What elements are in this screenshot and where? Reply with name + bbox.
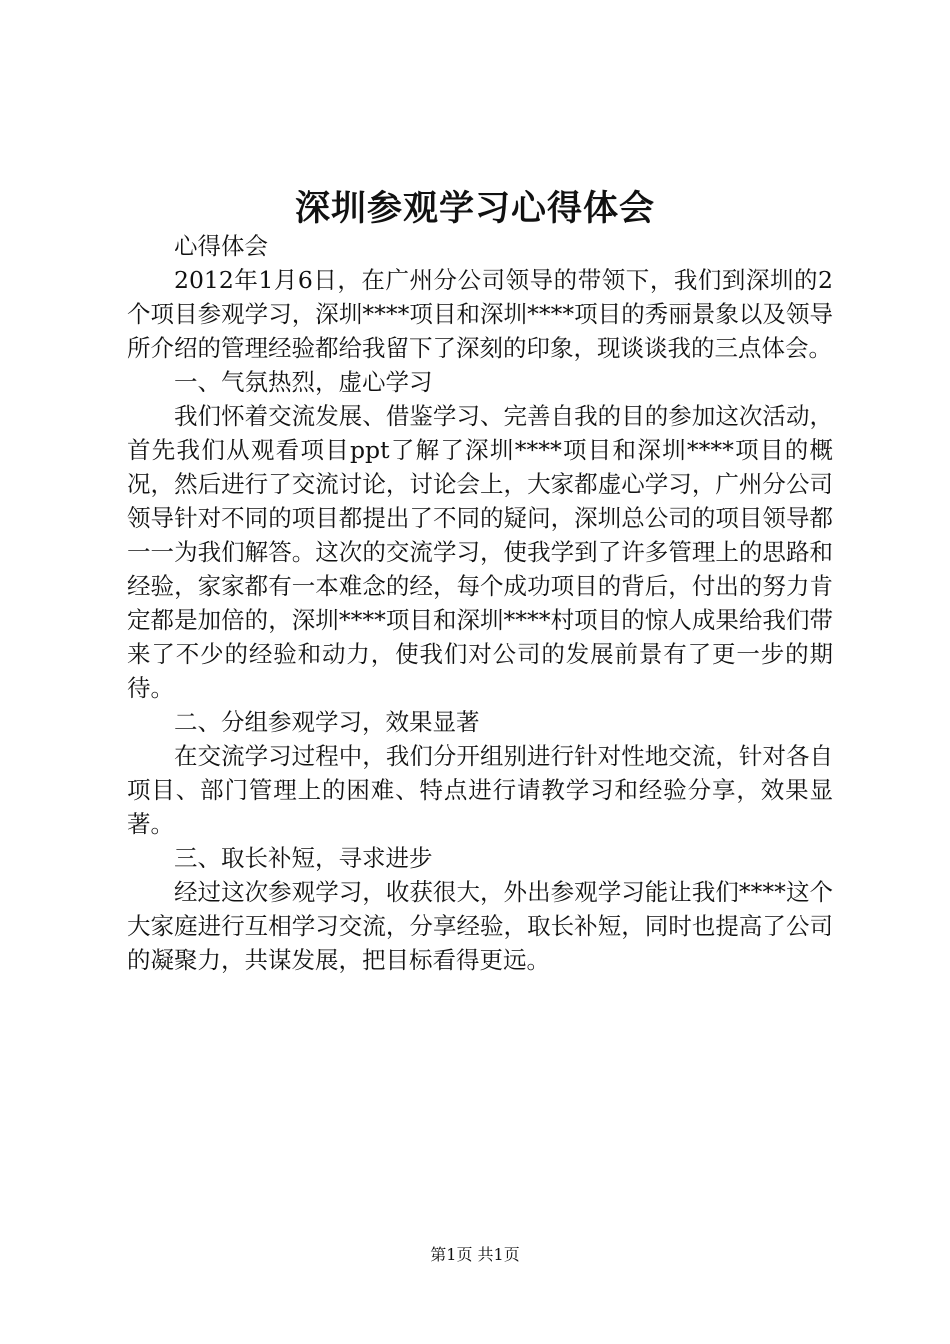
section-heading-1: 一、气氛热烈，虚心学习 xyxy=(174,368,433,396)
section-paragraph-1: 我们怀着交流发展、借鉴学习、完善自我的目的参加这次活动，首先我们从观看项目ppt了解了深圳****项目和深圳****项目的概况，然后进行了交流讨论，讨论会上，大家都虚心学习，广州分公司领导针对不同的项目都提出了不同的疑问，深圳总公司的项目领导都一一为我们解答。这次的交流学习，使我学到了许多管理上的思路和经验，家家都有一本难念的经，每个成功项目的背后，付出的努力肯定都是加倍的，深圳****项目和深圳****村项目的惊人成果给我们带来了不少的经验和动力，使我们对公司的发展前景有了更一步的期待。 xyxy=(127,402,833,702)
section-paragraph-3: 经过这次参观学习，收获很大，外出参观学习能让我们****这个大家庭进行互相学习交流，分享经验，取长补短，同时也提高了公司的凝聚力，共谋发展，把目标看得更远。 xyxy=(127,878,833,974)
section-label: 心得体会 xyxy=(174,232,268,260)
section-heading-3: 三、取长补短，寻求进步 xyxy=(174,844,433,872)
document-body xyxy=(127,229,833,977)
page-footer: 第1页 共1页 xyxy=(430,1245,520,1264)
section-paragraph-2: 在交流学习过程中，我们分开组别进行针对性地交流，针对各自项目、部门管理上的困难、特点进行请教学习和经验分享，效果显著。 xyxy=(127,742,833,838)
document-title: 深圳参观学习心得体会 xyxy=(294,188,655,229)
intro-paragraph: 2012年1月6日，在广州分公司领导的带领下，我们到深圳的2个项目参观学习，深圳****项目和深圳****项目的秀丽景象以及领导所介绍的管理经验都给我留下了深刻的印象，现谈谈我的三点体会。 xyxy=(127,266,833,362)
section-heading-2: 二、分组参观学习，效果显著 xyxy=(174,708,480,736)
